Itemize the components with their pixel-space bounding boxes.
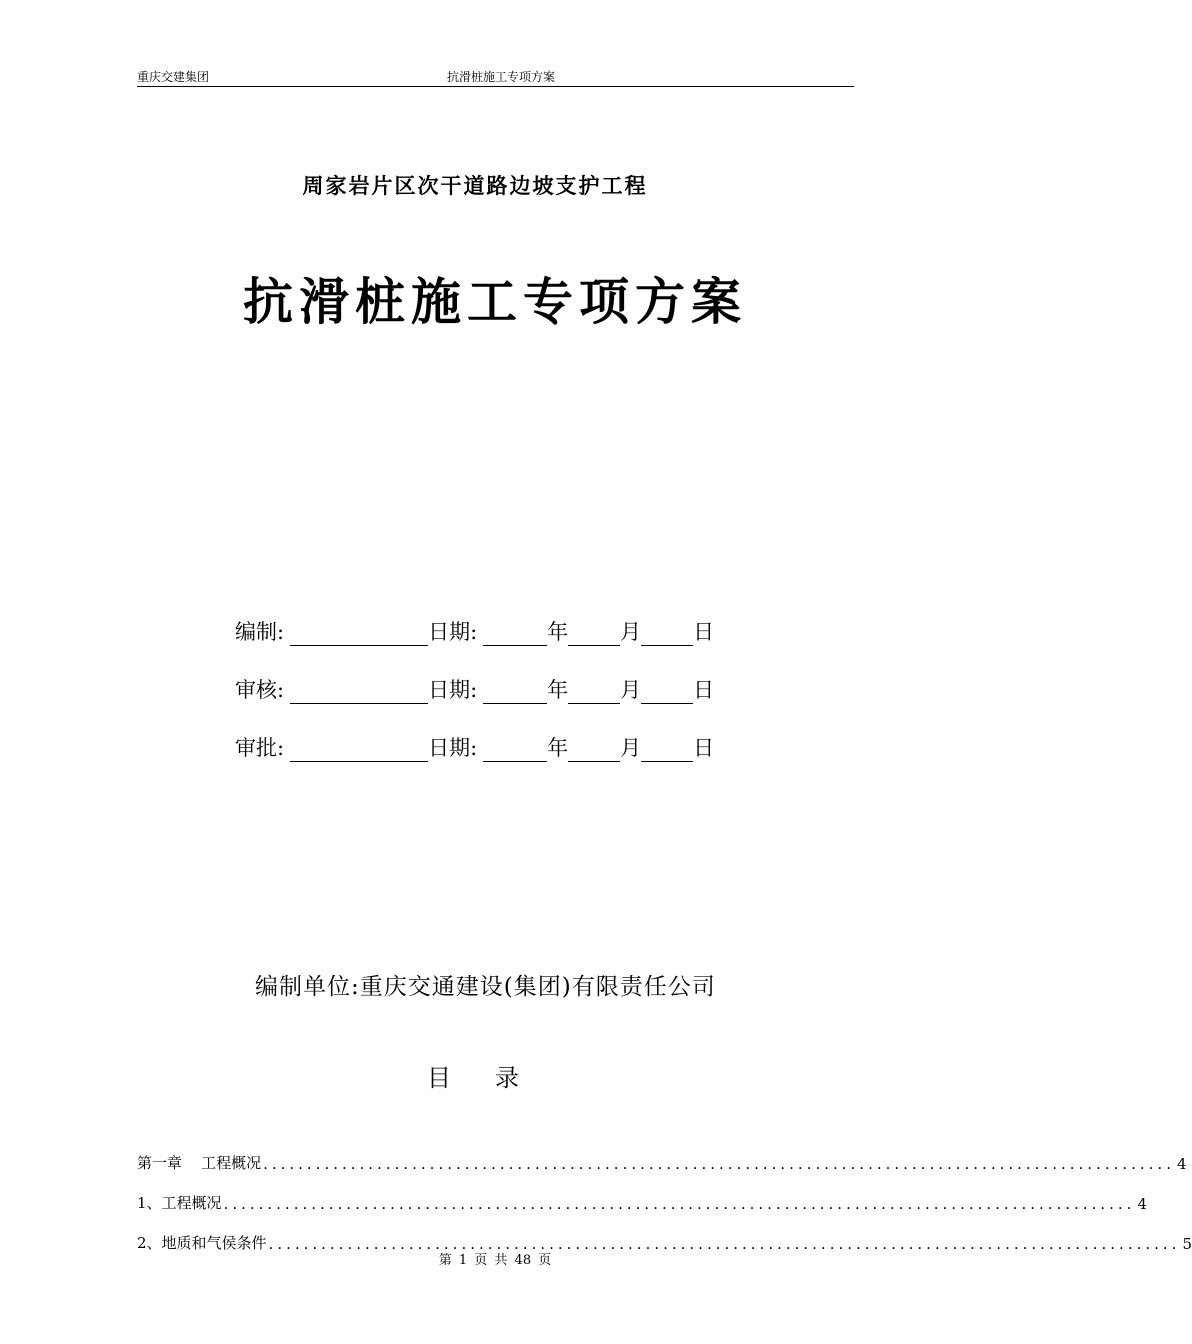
day-line: [641, 623, 693, 646]
signature-line: [290, 623, 428, 646]
day-line: [641, 739, 693, 762]
toc-title: 目录: [427, 1064, 563, 1092]
date-label: 日期:: [428, 678, 478, 702]
toc-entry-page: 5: [1182, 1235, 1192, 1253]
toc-entry-label: 第一章 工程概况: [137, 1154, 262, 1172]
toc-leader-dots: ........................................................................................................: [223, 1195, 1136, 1213]
month-line: [568, 623, 620, 646]
document-title: 抗滑桩施工专项方案: [243, 272, 747, 331]
toc-leader-dots: ........................................................................................................: [268, 1235, 1181, 1253]
signature-line: [290, 681, 428, 704]
month-label: 月: [620, 736, 642, 760]
page-footer: 第 1 页 共 48 页: [438, 1253, 552, 1268]
page-header: [137, 68, 854, 87]
header-company: 重庆交建集团: [137, 70, 210, 84]
sign-row-approve: [235, 730, 714, 762]
year-label: 年: [547, 678, 569, 702]
sign-row-compile: [235, 614, 714, 646]
month-line: [568, 739, 620, 762]
toc-entry[interactable]: [137, 1133, 1187, 1173]
month-line: [568, 681, 620, 704]
year-line: [483, 681, 547, 704]
day-line: [641, 681, 693, 704]
toc-entry[interactable]: [137, 1173, 1147, 1213]
signature-line: [290, 739, 428, 762]
year-line: [483, 623, 547, 646]
toc-entry[interactable]: [137, 1213, 1192, 1253]
sign-label: 审批:: [235, 736, 285, 760]
table-of-contents: [137, 1133, 1192, 1253]
sign-label: 审核:: [235, 678, 285, 702]
toc-entry-label: 1、工程概况: [137, 1194, 222, 1212]
day-label: 日: [693, 678, 715, 702]
year-label: 年: [547, 736, 569, 760]
sign-label: 编制:: [235, 620, 285, 644]
month-label: 月: [620, 678, 642, 702]
year-line: [483, 739, 547, 762]
date-label: 日期:: [428, 620, 478, 644]
toc-entry-page: 4: [1176, 1155, 1187, 1173]
toc-entry-label: 2、地质和气侯条件: [137, 1234, 267, 1252]
toc-entry-page: 4: [1137, 1195, 1147, 1213]
toc-leader-dots: ........................................................................................................: [263, 1155, 1175, 1173]
header-doc-title: 抗滑桩施工专项方案: [447, 70, 556, 84]
day-label: 日: [693, 736, 715, 760]
project-subtitle: 周家岩片区次干道路边坡支护工程: [302, 173, 648, 198]
month-label: 月: [620, 620, 642, 644]
year-label: 年: [547, 620, 569, 644]
sign-row-review: [235, 672, 714, 704]
day-label: 日: [693, 620, 715, 644]
compiling-organization: 编制单位:重庆交通建设(集团)有限责任公司: [255, 974, 716, 1000]
date-label: 日期:: [428, 736, 478, 760]
